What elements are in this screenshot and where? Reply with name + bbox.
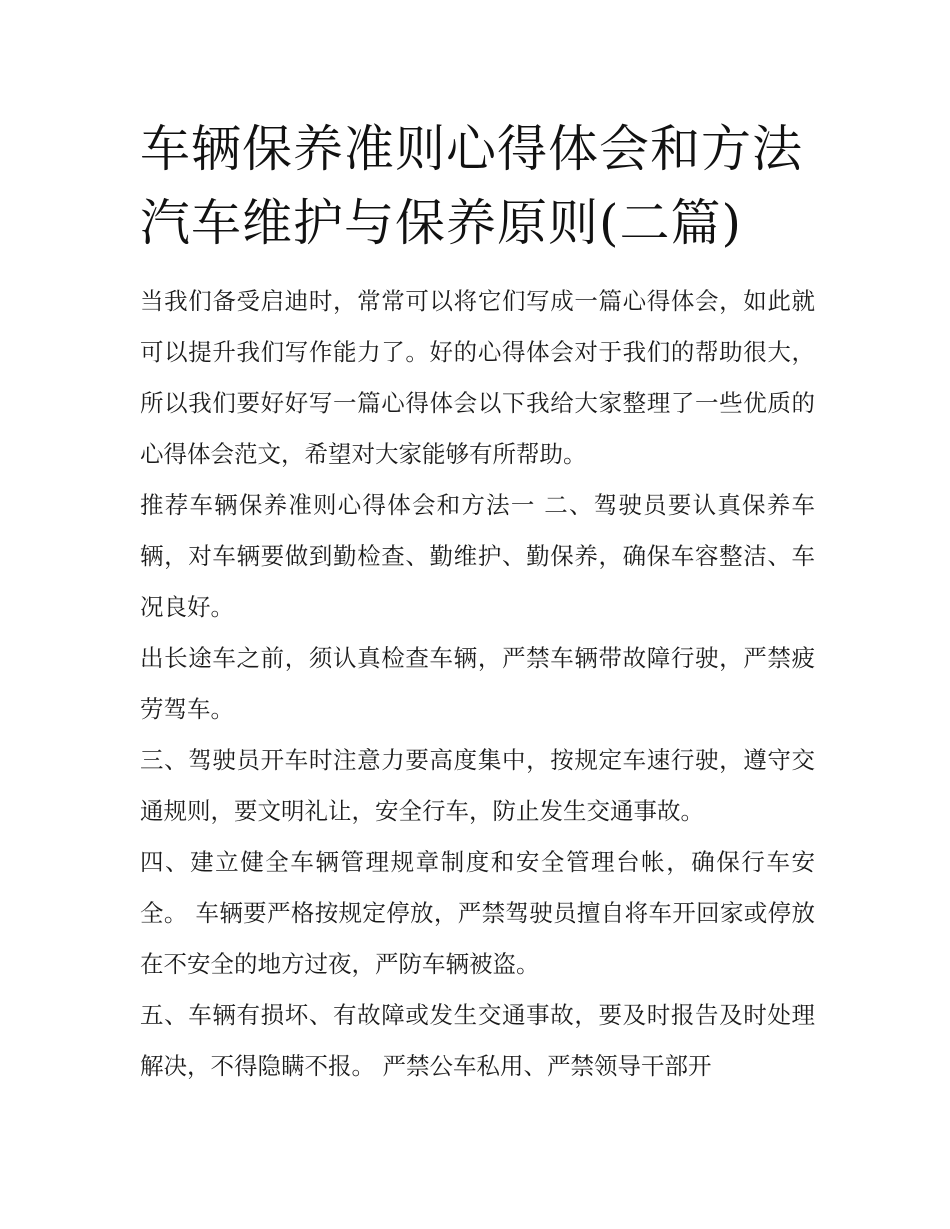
document-title bbox=[140, 112, 830, 260]
title-line-2: 汽车维护与保养原则(二篇) bbox=[140, 194, 743, 252]
title-line-1: 车辆保养准则心得体会和方法 bbox=[140, 120, 803, 178]
document-body bbox=[140, 276, 815, 1092]
paragraph-four: 四、建立健全车辆管理规章制度和安全管理台帐，确保行车安全。 车辆要严格按规定停放，严禁驾驶员擅自将车开回家或停放在不安全的地方过夜，严防车辆被盗。 bbox=[140, 848, 815, 978]
paragraph-long-trip: 出长途车之前，须认真检查车辆，严禁车辆带故障行驶，严禁疲劳驾车。 bbox=[140, 644, 815, 723]
paragraph-recommend: 推荐车辆保养准则心得体会和方法一 二、驾驶员要认真保养车辆，对车辆要做到勤检查、勤维护、勤保养，确保车容整洁、车况良好。 bbox=[140, 491, 815, 621]
paragraph-five: 五、车辆有损坏、有故障或发生交通事故，要及时报告及时处理解决，不得隐瞒不报。 严禁公车私用、严禁领导干部开 bbox=[140, 1001, 815, 1080]
paragraph-three: 三、驾驶员开车时注意力要高度集中，按规定车速行驶，遵守交通规则，要文明礼让，安全行车，防止发生交通事故。 bbox=[140, 746, 815, 825]
paragraph-intro: 当我们备受启迪时，常常可以将它们写成一篇心得体会，如此就可以提升我们写作能力了。好的心得体会对于我们的帮助很大，所以我们要好好写一篇心得体会以下我给大家整理了一些优质的心得体会范文，希望对大家能够有所帮助。 bbox=[140, 287, 815, 468]
